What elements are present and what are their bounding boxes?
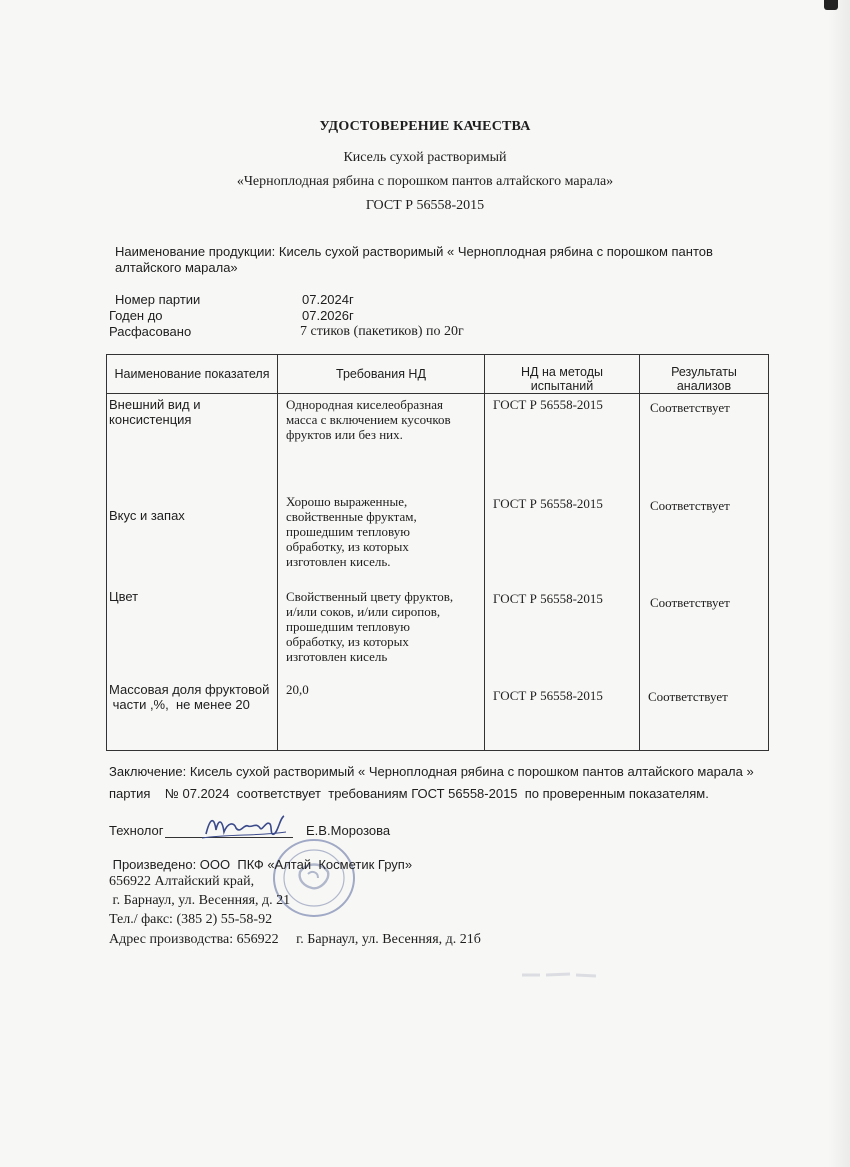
result-column: [640, 394, 769, 751]
producer-line3: г. Барнаул, ул. Весенняя, д. 21: [109, 893, 291, 908]
requirement-color: Свойственный цвету фруктов, и/или соков, и/или сиропов, прошедшим тепловую обработку, из которых изготовлен кисель: [286, 589, 454, 664]
indicator-column: [107, 394, 278, 751]
conclusion-line2: партия № 07.2024 соответствует требованиям ГОСТ 56558-2015 по проверенным показателям.: [109, 786, 709, 801]
gost-standard: ГОСТ Р 56558-2015: [365, 198, 485, 213]
table-body-row: [107, 394, 769, 751]
batch-value: 07.2024г: [302, 292, 354, 307]
table-header-row: [107, 355, 769, 394]
indicator-appearance: Внешний вид и консистенция: [109, 397, 201, 427]
packing-label: Расфасовано: [109, 324, 192, 339]
result-appearance: Соответствует: [650, 400, 730, 415]
requirement-taste: Хорошо выраженные, свойственные фруктам, прошедшим тепловую обработку, из которых изготовлен кисель.: [286, 494, 417, 569]
header-method: НД на методы испытаний: [485, 355, 640, 394]
indicator-fruit-share: Массовая доля фруктовой части ,%, не менее 20: [109, 682, 270, 712]
indicator-color: Цвет: [109, 589, 139, 604]
quality-table: [106, 354, 769, 751]
method-appearance: ГОСТ Р 56558-2015: [493, 397, 603, 412]
requirement-appearance: Однородная киселеобразная масса с включением кусочков фруктов или без них.: [286, 397, 451, 442]
result-taste: Соответствует: [650, 498, 730, 513]
producer-line1: Произведено: ООО ПКФ «Алтай Косметик Груп»: [109, 857, 413, 872]
batch-label: Номер партии: [115, 292, 201, 307]
bleed-through-mark: [520, 965, 600, 985]
indicator-taste: Вкус и запах: [109, 508, 185, 523]
method-color: ГОСТ Р 56558-2015: [493, 591, 603, 606]
technologist-label: Технолог: [109, 823, 164, 838]
scan-corner-mark: [824, 0, 838, 10]
product-name: «Черноплодная рябина с порошком пантов алтайского марала»: [236, 174, 614, 189]
expiry-value: 07.2026г: [302, 308, 354, 323]
method-column: [485, 394, 640, 751]
packing-value: 7 стиков (пакетиков) по 20г: [300, 324, 464, 339]
producer-line4: Тел./ факс: (385 2) 55-58-92: [109, 912, 273, 927]
result-fruit-share: Соответствует: [648, 689, 728, 704]
technologist-name: Е.В.Морозова: [306, 823, 391, 838]
document-title: УДОСТОВЕРЕНИЕ КАЧЕСТВА: [319, 119, 531, 134]
header-indicator: Наименование показателя: [107, 355, 278, 394]
product-line: Кисель сухой растворимый: [343, 150, 507, 165]
header-result: Результаты анализов: [640, 355, 769, 394]
expiry-label: Годен до: [109, 308, 163, 323]
product-name-line2: алтайского марала»: [115, 260, 238, 275]
requirement-column: [278, 394, 485, 751]
result-color: Соответствует: [650, 595, 730, 610]
producer-line2: 656922 Алтайский край,: [109, 874, 255, 889]
method-fruit-share: ГОСТ Р 56558-2015: [493, 688, 603, 703]
product-name-line1: Наименование продукции: Кисель сухой растворимый « Черноплодная рябина с порошком пантов: [115, 244, 713, 259]
producer-line5: Адрес производства: 656922 г. Барнаул, ул. Весенняя, д. 21б: [109, 932, 481, 947]
requirement-fruit-share: 20,0: [286, 682, 309, 697]
method-taste: ГОСТ Р 56558-2015: [493, 496, 603, 511]
conclusion-line1: Заключение: Кисель сухой растворимый « Черноплодная рябина с порошком пантов алтайского марала »: [109, 764, 754, 779]
header-requirement: Требования НД: [278, 355, 485, 394]
